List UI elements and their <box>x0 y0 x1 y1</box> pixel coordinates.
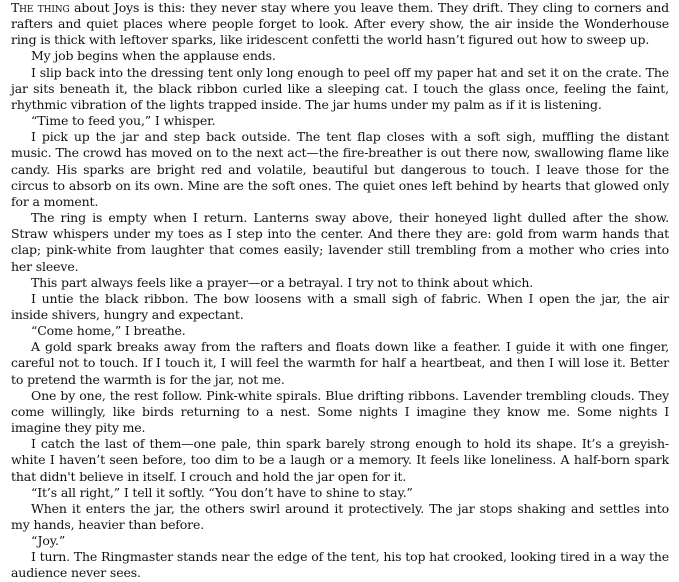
story-paragraph-14: When it enters the jar, the others swirl around it protectively. The jar stops shaking and settles into my hands, heavier than before. <box>11 500 669 532</box>
story-paragraph-2: My job begins when the applause ends. <box>31 48 276 64</box>
story-paragraph-6: The ring is empty when I return. Lanterns sway above, their honeyed light dulled after the show. Straw whispers under my toes as I step into the center. And there they are: gold from warm hands that clap; pink-white from laughter that comes easily; lavender still trembling from a mother who cries into her sleeve. <box>11 210 669 274</box>
story-paragraph-12: I catch the last of them—one pale, thin spark barely strong enough to hold its shape. It’s a greyish-white I haven’t seen before, too dim to be a laugh or a memory. It feels like loneliness. A half-born spark that didn't believe in itself. I crouch and hold the jar open for it. <box>11 436 669 484</box>
story-paragraph-5: I pick up the jar and step back outside. The tent flap closes with a soft sigh, muffling the distant music. The crowd has moved on to the next act—the fire-breather is out there now, swallowing flame like candy. His sparks are bright red and volatile, beautiful but dangerous to touch. I leave those for the circus to absorb on its own. Mine are the soft ones. The quiet ones left behind by hearts that glowed only for a moment. <box>11 129 669 209</box>
story-paragraph-15: “Joy.” <box>31 533 66 549</box>
story-paragraph-13: “It’s all right,” I tell it softly. “You don’t have to shine to stay.” <box>31 484 413 500</box>
story-paragraph-9: “Come home,” I breathe. <box>31 323 186 339</box>
story-paragraph-8: I untie the black ribbon. The bow loosens with a small sigh of fabric. When I open the jar, the air inside shivers, hungry and expectant. <box>11 290 669 322</box>
story-paragraph-1-text: about Joys is this: they never stay where you leave them. They drift. They cling to corners and rafters and quiet places where people forget to look. After every show, the air inside the Wonderhouse ring is thick with leftover sparks, like iridescent confetti the world hasn’t figured out how to sweep up. <box>11 0 669 48</box>
story-paragraph-16: I turn. The Ringmaster stands near the edge of the tent, his top hat crooked, looking tired in a way the audience never sees. <box>11 549 669 581</box>
story-paragraph-4: “Time to feed you,” I whisper. <box>31 113 216 129</box>
story-lead-in: The thing <box>11 0 70 15</box>
story-paragraph-3: I slip back into the dressing tent only long enough to peel off my paper hat and set it on the crate. The jar sits beneath it, the black ribbon curled like a sleeping cat. I touch the glass once, feeling the faint, rhythmic vibration of the lights trapped inside. The jar hums under my palm as if it is listening. <box>11 64 669 112</box>
story-paragraph-11: One by one, the rest follow. Pink-white spirals. Blue drifting ribbons. Lavender trembling clouds. They come willingly, like birds returning to a nest. Some nights I imagine they know me. Some nights I imagine they pity me. <box>11 387 669 436</box>
story-paragraph-7: This part always feels like a prayer—or a betrayal. I try not to think about which. <box>31 274 534 290</box>
story-paragraph-10: A gold spark breaks away from the rafters and floats down like a feather. I guide it with one finger, careful not to touch. If I touch it, I will feel the warmth for half a heartbeat, and then I will lose it. Better to pretend the warmth is for the jar, not me. <box>11 339 669 387</box>
story-paragraph-1 <box>11 0 669 48</box>
